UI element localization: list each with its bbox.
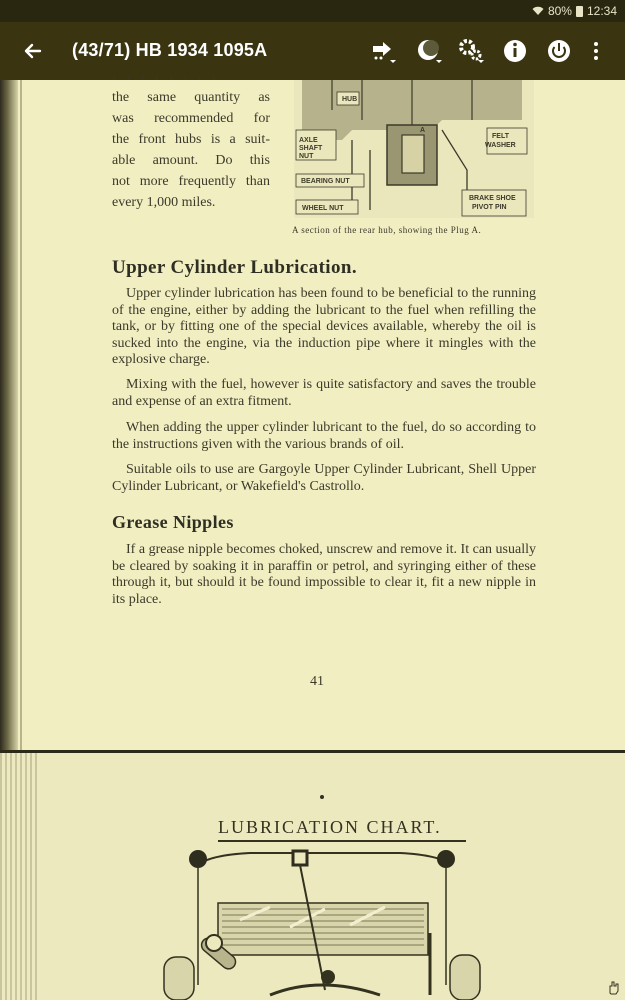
grease-point-left bbox=[189, 850, 207, 868]
page-gutter bbox=[0, 80, 18, 750]
page-gutter-line bbox=[20, 80, 22, 750]
wheel-right bbox=[450, 955, 480, 1000]
label-box-brake-shoe-pivot-pin bbox=[462, 190, 526, 216]
app-bar bbox=[0, 22, 625, 80]
figure-caption: A section of the rear hub, showing the Plug A. bbox=[292, 225, 482, 235]
intro-line: the same quantity as bbox=[112, 90, 270, 105]
power-icon[interactable] bbox=[542, 34, 576, 68]
wifi-icon bbox=[532, 6, 544, 16]
paragraph: When adding the upper cylinder lubricant to the fuel, do so according to the instructions given with the various brands of oil. bbox=[112, 420, 536, 452]
label-axle-shaft-nut: AXLE SHAFT NUT bbox=[299, 137, 323, 160]
label-hub: HUB bbox=[342, 96, 358, 103]
chart-title-underline bbox=[218, 840, 466, 842]
heading-upper-cylinder: Upper Cylinder Lubrication. bbox=[112, 257, 357, 278]
lubrication-chart-drawing bbox=[150, 845, 490, 1000]
label-wheel-nut: WHEEL NUT bbox=[302, 205, 344, 212]
intro-text bbox=[112, 87, 270, 213]
rear-hub-figure bbox=[292, 80, 537, 220]
heading-grease-nipples: Grease Nipples bbox=[112, 512, 234, 532]
steering-joint bbox=[321, 970, 335, 984]
label-brake-shoe-pivot-pin: BRAKE SHOE PIVOT PIN bbox=[469, 195, 516, 211]
status-indicators bbox=[532, 4, 617, 18]
cropped-line: · · · · · · · · bbox=[112, 72, 219, 87]
battery-icon bbox=[576, 6, 583, 17]
document-page-42[interactable] bbox=[0, 753, 625, 1000]
paragraph: Suitable oils to use are Gargoyle Upper Cylinder Lubricant, Shell Upper Cylinder Lubricant, or Wakefield's Castrollo. bbox=[112, 462, 536, 494]
page-number: 41 bbox=[310, 674, 324, 689]
settings-icon[interactable] bbox=[454, 34, 488, 68]
intro-line: the front hubs is a suit- bbox=[112, 132, 270, 147]
document-page-41[interactable] bbox=[0, 72, 625, 750]
paragraph: If a grease nipple becomes choked, unscrew and remove it. It can usually be cleared by soaking it in paraffin or petrol, and syringing either of these through it, but should it be found impossible to clear it, fit a new nipple in its place. bbox=[112, 542, 536, 607]
intro-line: every 1,000 miles. bbox=[112, 195, 216, 210]
label-plug-a: A bbox=[420, 127, 426, 134]
status-bar bbox=[0, 0, 625, 22]
battery-percent: 80% bbox=[547, 4, 572, 18]
label-bearing-nut: BEARING NUT bbox=[301, 178, 350, 185]
intro-line: not more frequently than bbox=[112, 174, 270, 189]
back-arrow-icon[interactable] bbox=[18, 36, 48, 66]
hand-cursor-icon bbox=[606, 979, 622, 995]
more-vert-icon[interactable] bbox=[582, 34, 610, 68]
grease-point-center bbox=[293, 851, 307, 865]
autoscroll-icon[interactable] bbox=[366, 34, 400, 68]
paragraph: Mixing with the fuel, however is quite satisfactory and saves the trouble and expense of an extra fitment. bbox=[112, 377, 536, 409]
page-edges bbox=[0, 753, 40, 1000]
intro-line: able amount. Do this bbox=[112, 153, 270, 168]
night-mode-icon[interactable] bbox=[412, 34, 446, 68]
label-box-felt-washer bbox=[487, 128, 527, 154]
plug bbox=[402, 135, 424, 173]
handle-knob bbox=[206, 935, 222, 951]
clock: 12:34 bbox=[586, 4, 617, 18]
chart-title: LUBRICATION CHART. bbox=[218, 817, 442, 837]
chassis-top-bar bbox=[198, 853, 450, 865]
paragraph: Upper cylinder lubrication has been found to be beneficial to the running of the engine, either by adding the lubricant to the fuel when refilling the tank, or by fitting one of the special devices available, whereby the oil is sucked into the engine, via the induction pipe where it mingles with the explosive charge. bbox=[112, 286, 536, 367]
wheel-left bbox=[164, 957, 194, 1000]
label-felt-washer: FELT WASHER bbox=[485, 133, 516, 149]
ornament-dot bbox=[320, 795, 324, 799]
document-title: (43/71) HB 1934 1095A bbox=[72, 40, 268, 60]
grease-point-right bbox=[437, 850, 455, 868]
intro-line: was recommended for bbox=[112, 111, 270, 126]
info-icon[interactable] bbox=[498, 34, 532, 68]
